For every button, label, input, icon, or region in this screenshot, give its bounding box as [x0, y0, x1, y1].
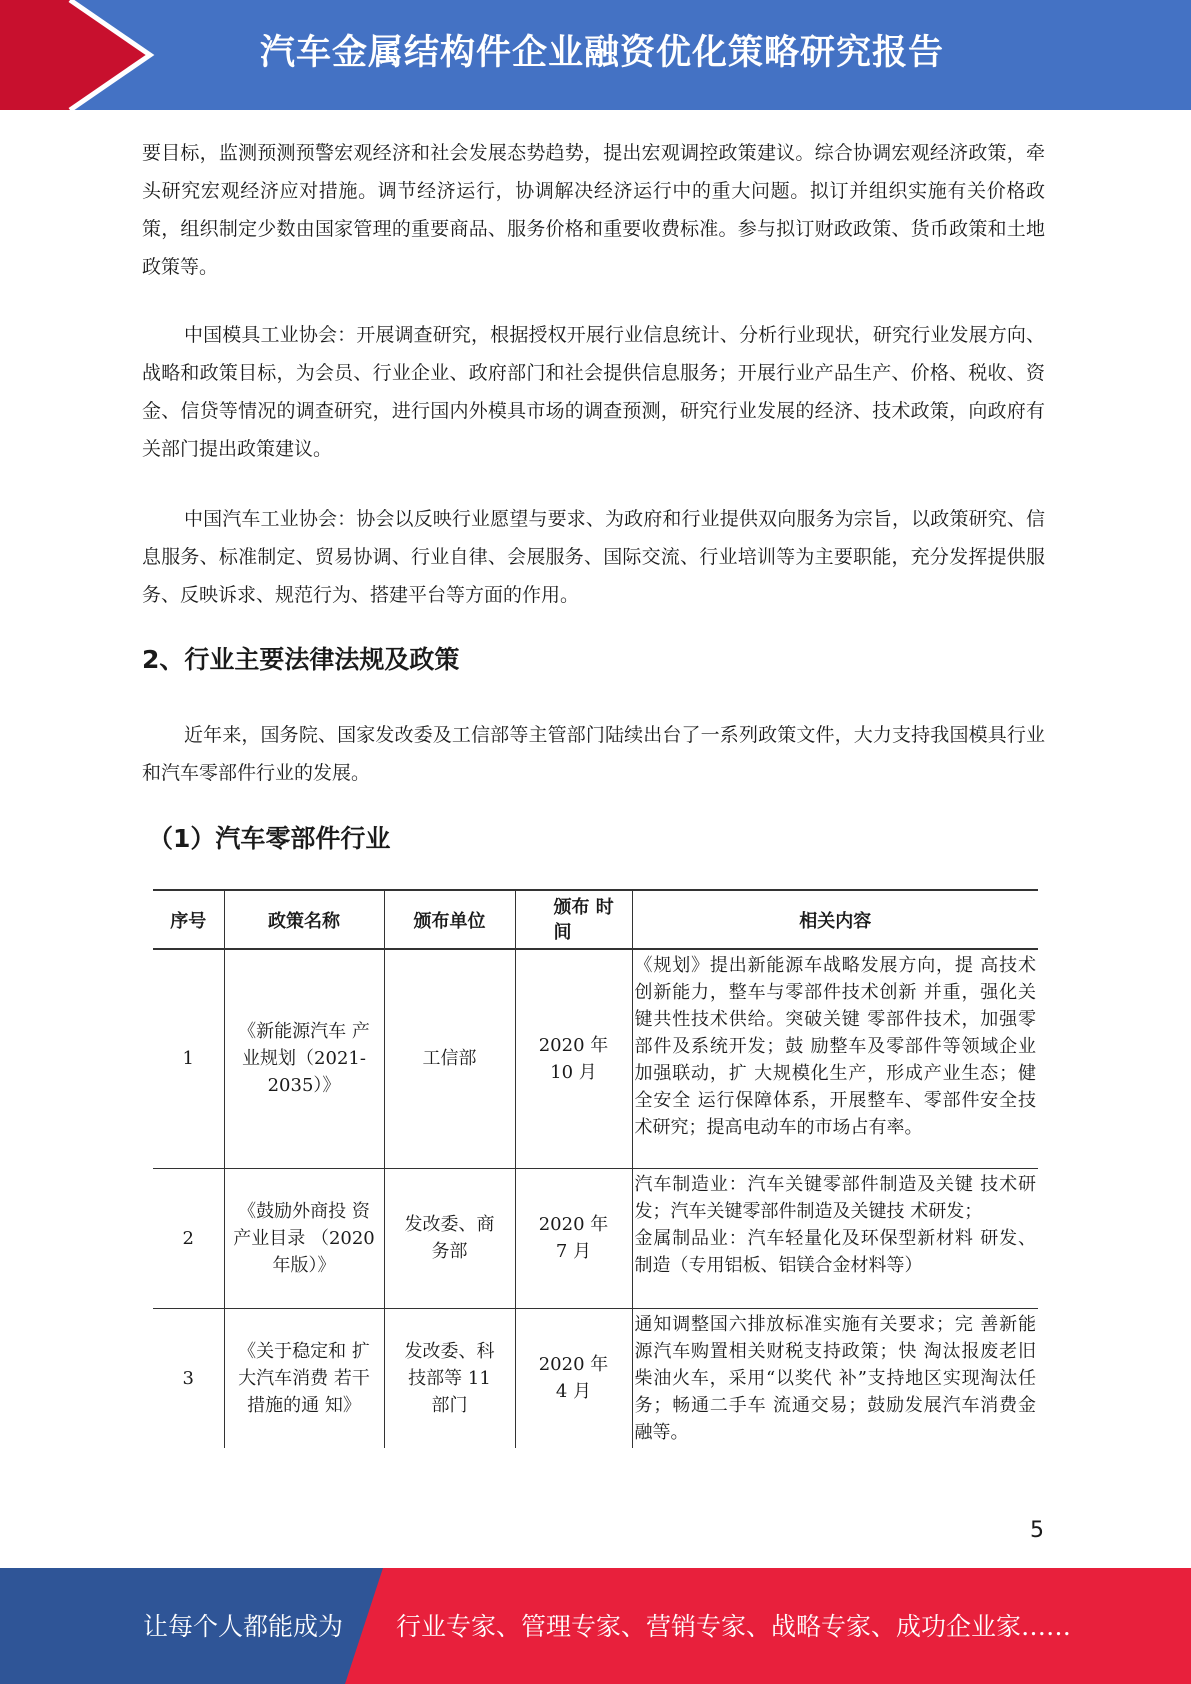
section-heading: 2、行业主要法律法规及政策	[142, 645, 460, 674]
header-banner	[0, 0, 1191, 110]
cell-policy-name: 《新能源汽车 产业规划（2021-2035）》	[224, 949, 384, 1168]
footer-slogan-right: 行业专家、管理专家、营销专家、战略专家、成功企业家……	[396, 1612, 1072, 1641]
paragraph-auto-association: 中国汽车工业协会：协会以反映行业愿望与要求、为政府和行业提供双向服务为宗旨，以政策研究、信息服务、标准制定、贸易协调、行业自律、会展服务、国际交流、行业培训等为主要职能，充分发挥提供服务、反映诉求、规范行为、搭建平台等方面的作用。	[142, 508, 1045, 606]
header-arrow-icon	[0, 0, 160, 110]
page-number: 5	[1030, 1518, 1044, 1543]
cell-content: 通知调整国六排放标准实施有关要求；完 善新能源汽车购置相关财税支持政策；快 淘汰报废老旧柴油火车，采用“以奖代 补”支持地区实现淘汰任务；畅通二手车 流通交易；鼓励发展汽车消费金融等。	[632, 1308, 1038, 1448]
footer-slogan-left: 让每个人都能成为	[143, 1612, 344, 1641]
col-header-issuer: 颁布单位	[384, 890, 515, 949]
cell-content: 《规划》提出新能源车战略发展方向，提 高技术创新能力，整车与零部件技术创新 并重，强化关键共性技术供给。突破关键 零部件技术，加强零部件及系统开发；鼓 励整车及零部件等领域企业加强联动，扩 大规模化生产，形成产业生态；健全安全 运行保障体系，开展整车、零部件安全技 术研究；提高电动车的市场占有率。	[632, 949, 1038, 1168]
col-header-content: 相关内容	[632, 890, 1038, 949]
paragraph-macro-policy: 要目标，监测预测预警宏观经济和社会发展态势趋势，提出宏观调控政策建议。综合协调宏观经济政策，牵头研究宏观经济应对措施。调节经济运行，协调解决经济运行中的重大问题。拟订并组织实施有关价格政策，组织制定少数由国家管理的重要商品、服务价格和重要收费标准。参与拟订财政政策、货币政策和土地政策等。	[142, 142, 1045, 278]
cell-issuer: 发改委、商务部	[384, 1168, 515, 1308]
footer-banner	[0, 1568, 1191, 1684]
col-header-name: 政策名称	[224, 890, 384, 949]
cell-policy-name: 《关于稳定和 扩大汽车消费 若干措施的通 知》	[224, 1308, 384, 1448]
cell-issuer: 工信部	[384, 949, 515, 1168]
cell-policy-name: 《鼓励外商投 资产业目录 （2020 年版）》	[224, 1168, 384, 1308]
report-title: 汽车金属结构件企业融资优化策略研究报告	[260, 33, 945, 73]
subsection-heading: （1）汽车零部件行业	[148, 824, 391, 853]
cell-content-line: 金属制品业：汽车轻量化及环保型新材料 研发、制造（专用铝板、铝镁合金材料等）	[634, 1227, 1036, 1276]
table-row	[153, 1308, 1038, 1448]
cell-no: 3	[182, 1367, 194, 1389]
cell-no: 1	[153, 949, 224, 1168]
policy-table	[153, 889, 1038, 1448]
col-header-date: 颁布 时间	[515, 890, 632, 949]
section-intro: 近年来，国务院、国家发改委及工信部等主管部门陆续出台了一系列政策文件，大力支持我国模具行业和汽车零部件行业的发展。	[142, 724, 1045, 784]
table-row	[153, 1168, 1038, 1308]
cell-issuer: 发改委、科技部等 11 部门	[384, 1308, 515, 1448]
cell-content-line: 汽车制造业：汽车关键零部件制造及关键 技术研发；汽车关键零部件制造及关键技 术研发；	[634, 1173, 1036, 1222]
cell-content	[632, 1168, 1038, 1308]
table-row	[153, 949, 1038, 1168]
cell-no: 2	[153, 1168, 224, 1308]
cell-date: 2020 年 7 月	[515, 1168, 632, 1308]
col-header-no: 序号	[153, 890, 224, 949]
paragraph-mold-association: 中国模具工业协会：开展调查研究，根据授权开展行业信息统计、分析行业现状，研究行业发展方向、战略和政策目标，为会员、行业企业、政府部门和社会提供信息服务；开展行业产品生产、价格、税收、资金、信贷等情况的调查研究，进行国内外模具市场的调查预测，研究行业发展的经济、技术政策，向政府有关部门提出政策建议。	[142, 324, 1045, 460]
cell-date: 2020 年 10 月	[515, 949, 632, 1168]
cell-date: 2020 年 4 月	[515, 1308, 632, 1448]
table-header-row	[153, 890, 1038, 949]
